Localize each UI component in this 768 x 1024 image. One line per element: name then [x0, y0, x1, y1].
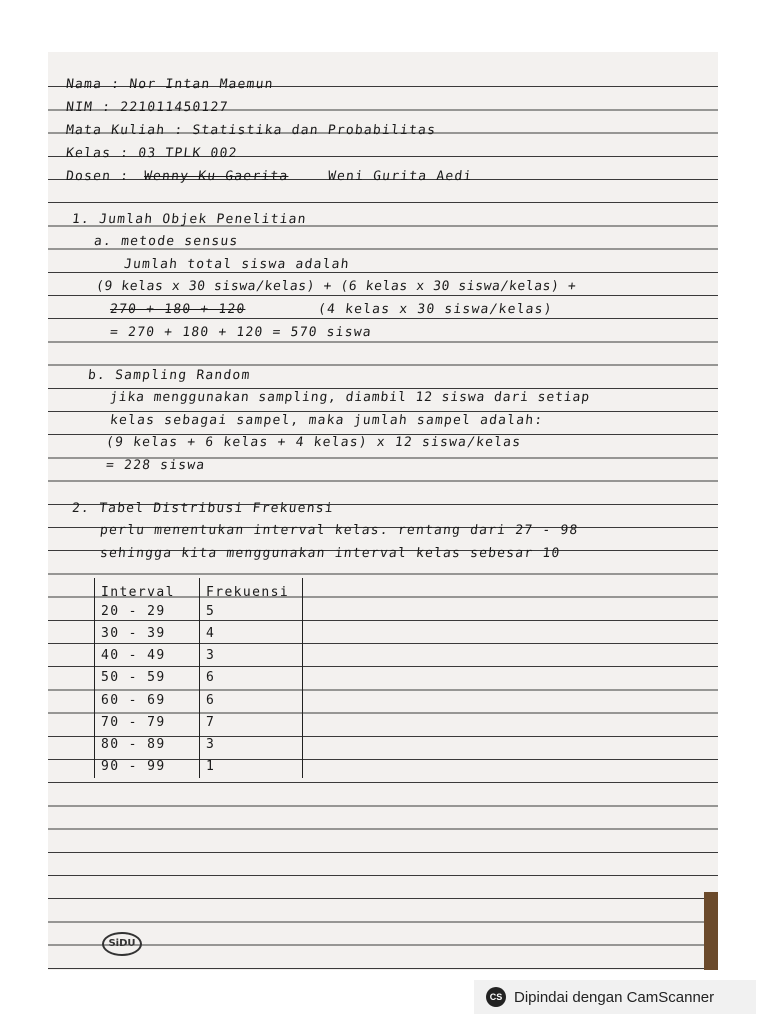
interval-cell: 70 - 79	[95, 711, 200, 733]
section2-title: 2. Tabel Distribusi Frekuensi	[71, 501, 335, 516]
table-row	[95, 622, 303, 644]
interval-header: Interval	[95, 578, 200, 600]
section1a-line4: = 270 + 180 + 120 = 570 siswa	[109, 325, 373, 340]
section1a-line1: Jumlah total siswa adalah	[123, 257, 351, 272]
section1b-line1: jika menggunakan sampling, diambil 12 siswa dari setiap	[109, 390, 591, 405]
lecturer-crossed-out: Wenny Ku Gaerita	[143, 169, 290, 184]
frequency-cell: 3	[200, 733, 303, 755]
frequency-cell: 7	[200, 711, 303, 733]
scanner-watermark	[474, 980, 756, 1014]
table-row	[95, 733, 303, 755]
section1a-title: a. metode sensus	[93, 234, 240, 249]
section1-title: 1. Jumlah Objek Penelitian	[71, 212, 308, 227]
section1b-line3: (9 kelas + 6 kelas + 4 kelas) x 12 siswa/kelas	[105, 435, 523, 450]
table-row	[95, 756, 303, 778]
table-row	[95, 645, 303, 667]
table-row	[95, 711, 303, 733]
frequency-cell: 1	[200, 756, 303, 778]
section1b-title: b. Sampling Random	[87, 368, 252, 383]
scanner-text: Dipindai dengan CamScanner	[514, 988, 715, 1006]
table-row	[95, 600, 303, 622]
camscanner-logo-icon: CS	[486, 987, 506, 1007]
interval-cell: 30 - 39	[95, 622, 200, 644]
table-row	[95, 667, 303, 689]
interval-cell: 80 - 89	[95, 733, 200, 755]
frequency-cell: 4	[200, 622, 303, 644]
section1b-line2: kelas sebagai sampel, maka jumlah sampel adalah:	[109, 413, 545, 428]
interval-cell: 90 - 99	[95, 756, 200, 778]
interval-cell: 60 - 69	[95, 689, 200, 711]
student-name: Nama : Nor Intan Maemun	[65, 77, 275, 92]
notebook-page	[48, 52, 718, 970]
interval-cell: 20 - 29	[95, 600, 200, 622]
interval-cell: 50 - 59	[95, 667, 200, 689]
lecturer-name: Weni Gurita Aedi	[327, 169, 474, 184]
frequency-cell: 6	[200, 689, 303, 711]
class-name: Kelas : 03 TPLK 002	[65, 146, 239, 161]
section2-line1: perlu menentukan interval kelas. rentang dari 27 - 98	[99, 523, 580, 538]
frequency-cell: 3	[200, 645, 303, 667]
section2-line2: sehingga kita menggunakan interval kelas sebesar 10	[99, 546, 562, 561]
frequency-table	[94, 578, 303, 778]
student-nim: NIM : 221011450127	[65, 100, 230, 115]
frequency-cell: 5	[200, 600, 303, 622]
course-name: Mata Kuliah : Statistika dan Probabilitas	[65, 123, 437, 138]
section1a-crossed-out: 270 + 180 + 120	[109, 302, 247, 317]
brand-stamp: SiDU	[102, 932, 142, 956]
page-edge	[704, 892, 718, 970]
section1b-line4: = 228 siswa	[105, 458, 207, 473]
frequency-header: Frekuensi	[200, 578, 303, 600]
lecturer-label: Dosen :	[65, 169, 130, 184]
section1a-line3: (4 kelas x 30 siswa/kelas)	[317, 302, 554, 317]
frequency-cell: 6	[200, 667, 303, 689]
interval-cell: 40 - 49	[95, 645, 200, 667]
table-row	[95, 689, 303, 711]
section1a-line2: (9 kelas x 30 siswa/kelas) + (6 kelas x 30 siswa/kelas) +	[95, 279, 578, 294]
